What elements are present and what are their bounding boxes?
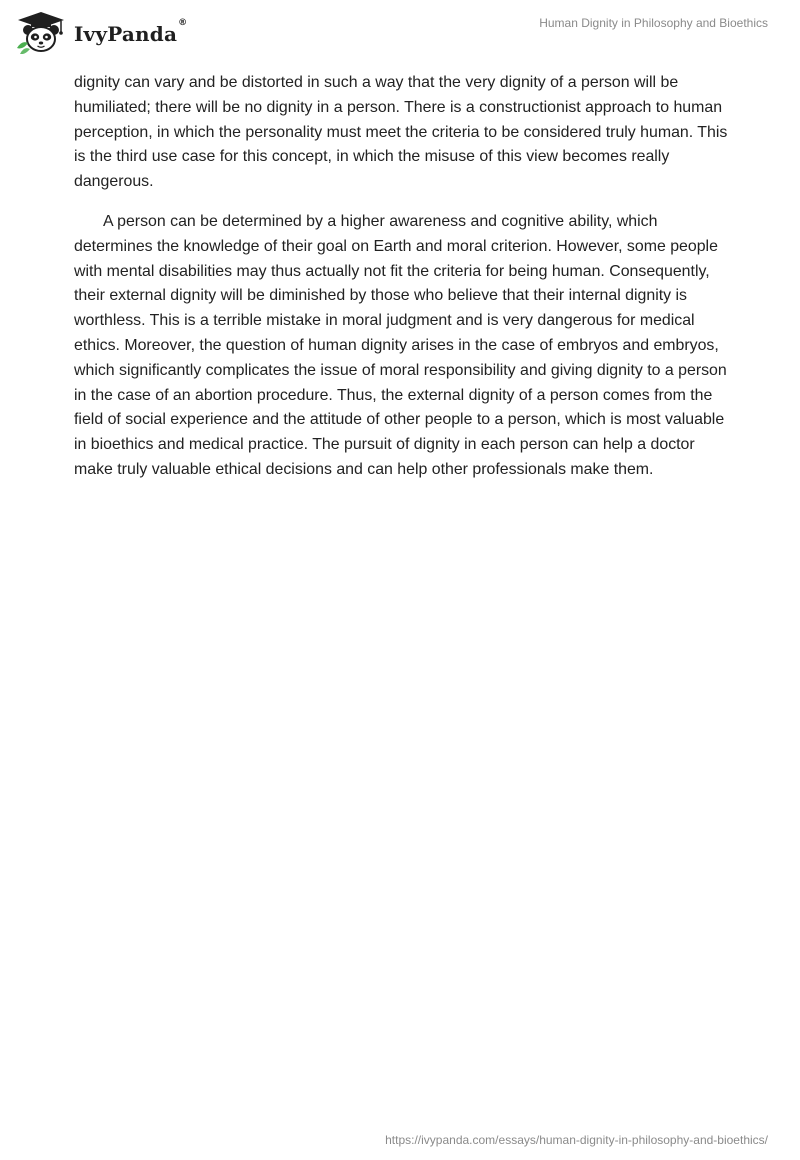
essay-body xyxy=(74,71,728,498)
footer-url-link[interactable]: https://ivypanda.com/essays/human-dignity-in-philosophy-and-bioethics/ xyxy=(385,1133,768,1147)
paragraph-2: A person can be determined by a higher awareness and cognitive ability, which determines the knowledge of their goal on Earth and moral criterion. However, some people with mental disabilities may thus actually not fit the criteria for being human. Consequently, their external dignity will be diminished by those who believe that their internal dignity is worthless. This is a terrible mistake in moral judgment and is very dangerous for medical ethics. Moreover, the question of human dignity arises in the case of embryos and embryos, which significantly complicates the issue of moral responsibility and giving dignity to a person in the case of an abortion procedure. Thus, the external dignity of a person comes from the field of social experience and the attitude of other people to a person, which is most valuable in bioethics and medical practice. The pursuit of dignity in each person can help a doctor make truly valuable ethical decisions and can help other professionals make them. xyxy=(74,212,727,478)
panda-graduate-icon xyxy=(14,10,68,54)
page-header xyxy=(0,0,800,70)
registered-mark: ® xyxy=(178,18,188,28)
paragraph-1: dignity can vary and be distorted in such a way that the very dignity of a person will be humiliated; there will be no dignity in a person. There is a constructionist approach to human perception, in which the personality must meet the criteria to be considered truly human. This is the third use case for this concept, in which the misuse of this view becomes really dangerous. xyxy=(74,74,728,191)
ivypanda-logo[interactable] xyxy=(14,10,187,54)
logo-text: IvyPanda xyxy=(74,22,178,46)
document-title: Human Dignity in Philosophy and Bioethics xyxy=(539,16,768,30)
